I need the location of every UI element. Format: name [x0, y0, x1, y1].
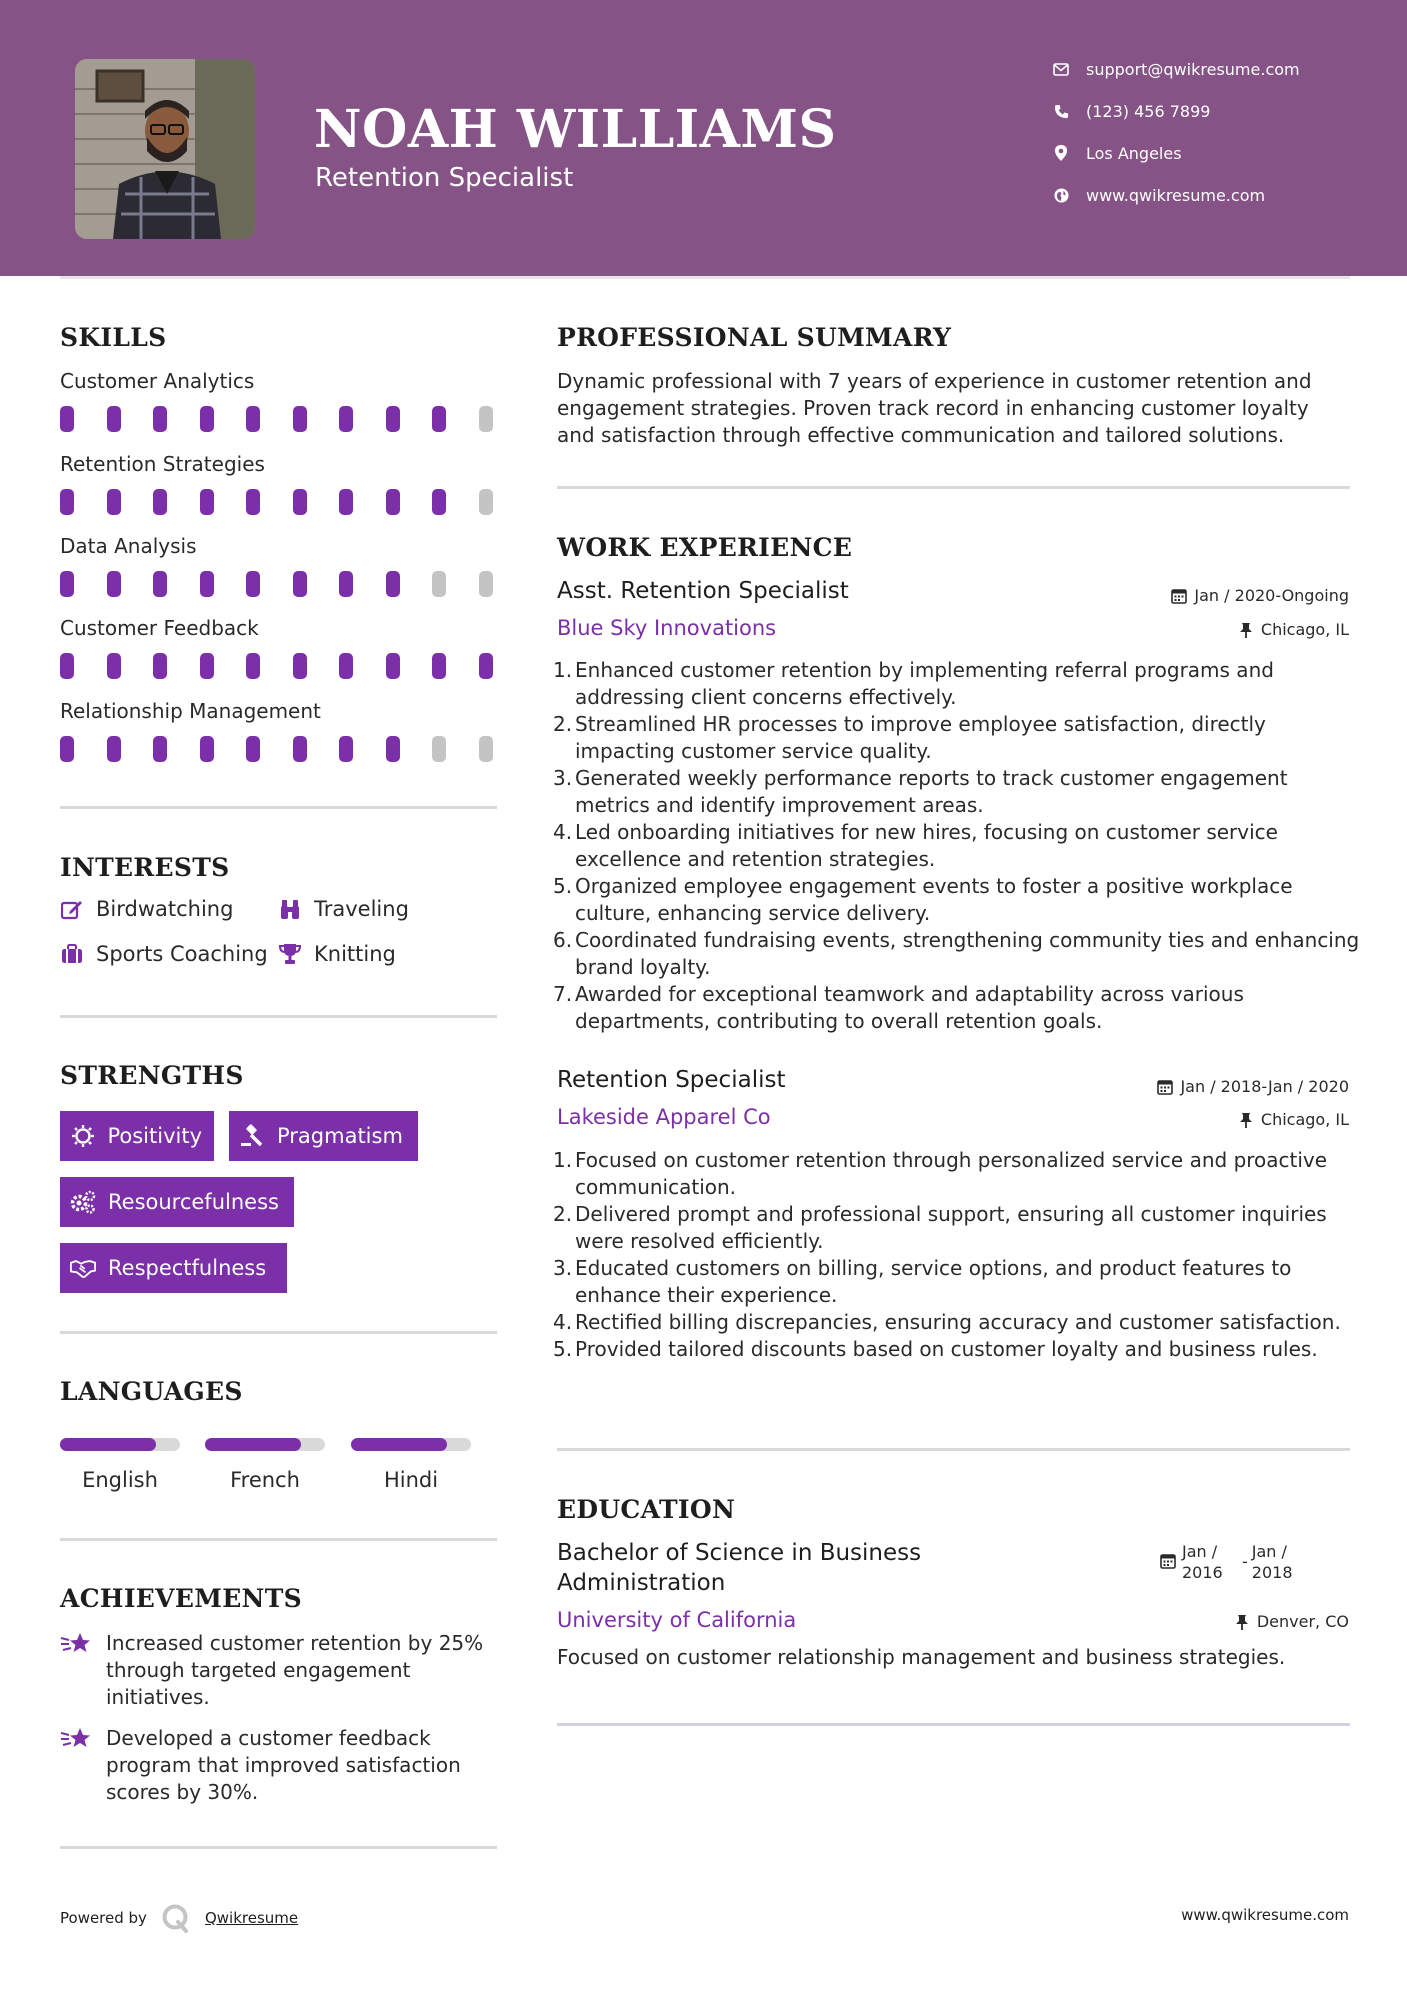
skill-dot-filled — [339, 571, 353, 597]
job-bullets — [557, 1147, 1368, 1363]
brand-link[interactable]: Qwikresume — [204, 1909, 299, 1927]
summary-text: Dynamic professional with 7 years of experience in customer retention and engagement strategies. Proven track record in enhancing customer loyalty and satisfaction through effective communication and tailored solutions. — [557, 369, 1312, 447]
skill-dot-filled — [60, 571, 74, 597]
interest-item — [278, 897, 409, 921]
skill-dot-filled — [432, 406, 446, 432]
language-level-bar — [351, 1438, 471, 1451]
job-bullets — [557, 657, 1368, 1035]
job-dates — [1156, 1077, 1349, 1096]
skill-dot-filled — [200, 571, 214, 597]
handshake-icon — [70, 1255, 96, 1281]
skill-dot-filled — [339, 736, 353, 762]
skill-label: Retention Strategies — [60, 452, 265, 476]
skill-dot-empty — [479, 489, 493, 515]
footer-powered-by — [60, 1903, 298, 1933]
skill-dot-filled — [339, 406, 353, 432]
strength-chip — [60, 1177, 294, 1227]
pushpin-icon — [1237, 621, 1255, 639]
job-company: Lakeside Apparel Co — [557, 1105, 771, 1129]
skill-dot-filled — [386, 489, 400, 515]
skill-dot-empty — [432, 571, 446, 597]
skill-dot-filled — [107, 571, 121, 597]
job-bullet: Organized employee engagement events to foster a positive workplace culture, enhancing service delivery. — [575, 874, 1293, 925]
summary-title: PROFESSIONAL SUMMARY — [557, 323, 952, 352]
header-divider — [60, 276, 1350, 279]
job-location-text: Chicago, IL — [1260, 1110, 1349, 1129]
achievements-title: ACHIEVEMENTS — [60, 1584, 302, 1613]
skill-rating — [60, 653, 497, 679]
interest-label: Sports Coaching — [96, 942, 268, 966]
skill-dot-filled — [432, 489, 446, 515]
skill-dot-filled — [107, 406, 121, 432]
skill-label: Data Analysis — [60, 534, 197, 558]
job-bullet: Led onboarding initiatives for new hires, focusing on customer service excellence and retention strategies. — [575, 820, 1278, 871]
job-company: Blue Sky Innovations — [557, 616, 777, 640]
skill-dot-filled — [200, 736, 214, 762]
section-divider — [60, 1015, 497, 1018]
section-divider — [60, 1538, 497, 1541]
contact-phone-text: (123) 456 7899 — [1086, 101, 1211, 121]
skill-label: Customer Analytics — [60, 369, 255, 393]
briefcase-icon — [60, 942, 84, 966]
skill-dot-filled — [153, 653, 167, 679]
education-end-date: Jan / 2018 — [1251, 1542, 1293, 1582]
candidate-name: NOAH WILLIAMS — [314, 99, 837, 160]
skill-dot-filled — [479, 653, 493, 679]
strength-chip — [60, 1111, 214, 1161]
skill-dot-filled — [293, 406, 307, 432]
envelope-icon — [1050, 59, 1072, 79]
skill-label: Relationship Management — [60, 699, 321, 723]
qwikresume-logo-icon — [161, 1903, 191, 1933]
strength-chip — [229, 1111, 418, 1161]
pushpin-icon — [1233, 1613, 1251, 1631]
job-bullet: Enhanced customer retention by implementing referral programs and addressing client concerns effectively. — [575, 658, 1274, 709]
map-pin-icon — [1050, 143, 1072, 163]
education-degree: Bachelor of Science in Business Administration — [557, 1540, 922, 1596]
job-location — [1237, 1110, 1349, 1129]
skill-dot-filled — [200, 653, 214, 679]
language-label: English — [82, 1468, 158, 1492]
skill-rating — [60, 571, 497, 597]
skill-dot-filled — [293, 571, 307, 597]
skill-rating — [60, 406, 497, 432]
candidate-role: Retention Specialist — [315, 163, 574, 193]
contact-website-text: www.qwikresume.com — [1086, 185, 1266, 205]
strength-label: Resourcefulness — [108, 1190, 279, 1214]
strength-chip — [60, 1243, 287, 1293]
skill-dot-empty — [479, 406, 493, 432]
header-banner — [0, 0, 1407, 276]
section-divider — [60, 1331, 497, 1334]
job-dates — [1170, 586, 1349, 605]
skill-dot-filled — [107, 736, 121, 762]
skill-dot-filled — [246, 653, 260, 679]
job-bullet: Awarded for exceptional teamwork and adaptability across various departments, contributing to overall retention goals. — [575, 982, 1244, 1033]
job-bullet: Focused on customer retention through personalized service and proactive communication. — [575, 1148, 1328, 1199]
sun-icon — [70, 1123, 95, 1149]
interests-title: INTERESTS — [60, 853, 230, 882]
skill-dot-empty — [479, 736, 493, 762]
language-label: French — [230, 1468, 300, 1492]
skill-dot-filled — [432, 653, 446, 679]
powered-by-text: Powered by — [60, 1909, 147, 1927]
language-level-fill — [60, 1438, 156, 1451]
skill-dot-filled — [386, 653, 400, 679]
interest-label: Birdwatching — [96, 897, 234, 921]
skill-dot-filled — [107, 653, 121, 679]
contact-phone[interactable] — [1050, 100, 1210, 122]
education-school: University of California — [557, 1608, 797, 1632]
job-bullet: Streamlined HR processes to improve employee satisfaction, directly impacting customer service quality. — [575, 712, 1266, 763]
pushpin-icon — [1237, 1111, 1255, 1129]
interest-item — [60, 897, 233, 921]
calendar-icon — [1170, 587, 1188, 605]
strength-label: Positivity — [107, 1124, 202, 1148]
contact-location-text: Los Angeles — [1086, 143, 1182, 163]
languages-title: LANGUAGES — [60, 1377, 243, 1406]
date-separator: - — [1242, 1552, 1248, 1571]
shooting-star-icon — [60, 1725, 92, 1755]
skill-dot-filled — [60, 489, 74, 515]
skill-rating — [60, 489, 497, 515]
job-dates-text: Jan / 2020-Ongoing — [1194, 586, 1349, 605]
language-level-fill — [351, 1438, 447, 1451]
globe-icon — [1050, 185, 1072, 205]
skill-dot-filled — [153, 489, 167, 515]
achievement-text: Developed a customer feedback program that improved satisfaction scores by 30%. — [106, 1726, 461, 1804]
job-title: Retention Specialist — [557, 1067, 786, 1093]
skill-dot-filled — [60, 406, 74, 432]
language-level-bar — [205, 1438, 325, 1451]
shooting-star-icon — [60, 1630, 92, 1660]
contact-location — [1050, 142, 1182, 164]
skill-rating — [60, 736, 497, 762]
language-level-bar — [60, 1438, 180, 1451]
skill-dot-empty — [479, 571, 493, 597]
job-title: Asst. Retention Specialist — [557, 578, 849, 604]
achievement-text: Increased customer retention by 25% through targeted engagement initiatives. — [106, 1631, 484, 1709]
skill-dot-filled — [386, 571, 400, 597]
skill-dot-filled — [339, 653, 353, 679]
job-bullet: Educated customers on billing, service options, and product features to enhance their experience. — [575, 1256, 1292, 1307]
education-start-date: Jan / 2016 — [1182, 1542, 1223, 1582]
skill-label: Customer Feedback — [60, 616, 259, 640]
interest-item — [60, 942, 268, 966]
skill-dot-filled — [386, 736, 400, 762]
achievement-item — [60, 1725, 500, 1806]
section-divider — [557, 1448, 1350, 1451]
section-divider — [60, 806, 497, 809]
job-bullet: Coordinated fundraising events, strengthening community ties and enhancing brand loyalty. — [575, 928, 1360, 979]
achievement-item — [60, 1630, 500, 1711]
experience-title: WORK EXPERIENCE — [557, 533, 853, 562]
education-location-text: Denver, CO — [1256, 1612, 1349, 1631]
job-dates-text: Jan / 2018-Jan / 2020 — [1180, 1077, 1349, 1096]
skill-dot-filled — [386, 406, 400, 432]
skill-dot-filled — [293, 653, 307, 679]
language-level-fill — [205, 1438, 301, 1451]
job-bullet: Delivered prompt and professional support, ensuring all customer inquiries were resolved efficiently. — [575, 1202, 1327, 1253]
skill-dot-filled — [293, 736, 307, 762]
calendar-icon — [1160, 1553, 1176, 1583]
education-title: EDUCATION — [557, 1495, 736, 1524]
strength-label: Pragmatism — [277, 1124, 403, 1148]
phone-icon — [1050, 101, 1072, 121]
job-location-text: Chicago, IL — [1260, 620, 1349, 639]
profile-photo — [75, 59, 255, 239]
skill-dot-filled — [200, 489, 214, 515]
section-divider — [60, 1846, 497, 1849]
education-location — [1233, 1612, 1349, 1631]
job-location — [1237, 620, 1349, 639]
education-description: Focused on customer relationship management and business strategies. — [557, 1645, 1286, 1669]
strength-label: Respectfulness — [108, 1256, 267, 1280]
interest-item — [278, 942, 396, 966]
skill-dot-filled — [107, 489, 121, 515]
gavel-icon — [239, 1123, 265, 1149]
contact-email[interactable] — [1050, 58, 1300, 80]
contact-website[interactable] — [1050, 184, 1265, 206]
skill-dot-filled — [246, 571, 260, 597]
interest-label: Knitting — [314, 942, 396, 966]
skill-dot-filled — [246, 406, 260, 432]
pencil-square-icon — [60, 897, 84, 921]
job-bullet: Provided tailored discounts based on customer loyalty and business rules. — [575, 1337, 1318, 1361]
footer-website-link[interactable]: www.qwikresume.com — [1181, 1906, 1349, 1924]
binoculars-icon — [278, 897, 302, 921]
section-divider — [557, 1723, 1350, 1726]
gears-icon — [70, 1189, 96, 1215]
trophy-icon — [278, 942, 302, 966]
education-dates — [1160, 1541, 1300, 1583]
job-bullet: Rectified billing discrepancies, ensuring accuracy and customer satisfaction. — [575, 1310, 1341, 1334]
skill-dot-filled — [153, 406, 167, 432]
skill-dot-filled — [339, 489, 353, 515]
skill-dot-filled — [153, 571, 167, 597]
skill-dot-filled — [246, 736, 260, 762]
skill-dot-filled — [293, 489, 307, 515]
calendar-icon — [1156, 1078, 1174, 1096]
skill-dot-filled — [153, 736, 167, 762]
skill-dot-filled — [246, 489, 260, 515]
interest-label: Traveling — [314, 897, 409, 921]
section-divider — [557, 486, 1350, 489]
language-label: Hindi — [383, 1468, 439, 1492]
job-bullet: Generated weekly performance reports to track customer engagement metrics and identify improvement areas. — [575, 766, 1288, 817]
strengths-title: STRENGTHS — [60, 1061, 244, 1090]
contact-email-text: support@qwikresume.com — [1086, 59, 1300, 79]
skills-title: SKILLS — [60, 323, 167, 352]
skill-dot-empty — [432, 736, 446, 762]
skill-dot-filled — [60, 736, 74, 762]
skill-dot-filled — [60, 653, 74, 679]
skill-dot-filled — [200, 406, 214, 432]
